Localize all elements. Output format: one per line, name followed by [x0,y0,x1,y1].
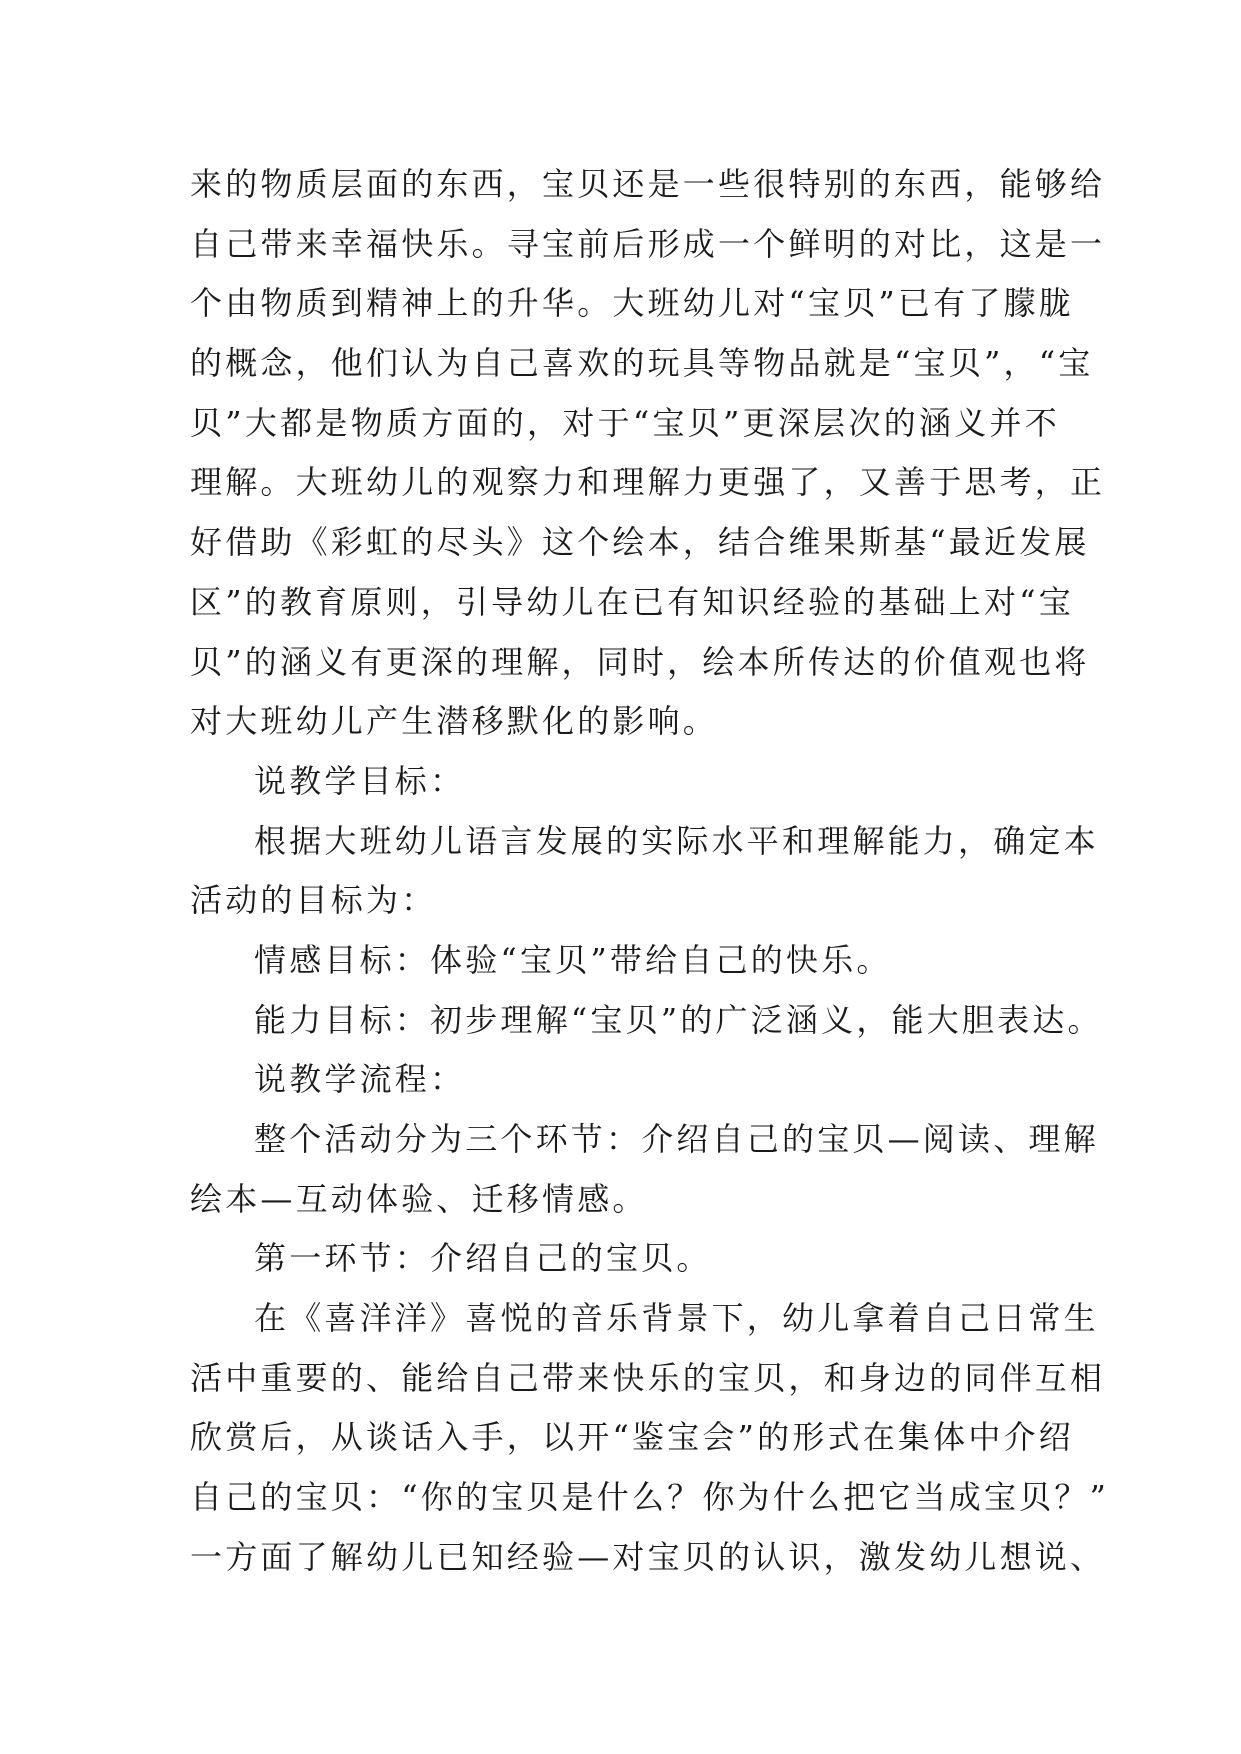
text-line: 整个活动分为三个环节：介绍自己的宝贝—阅读、理解 [254,1120,1099,1158]
text-line: 好借助《彩虹的尽头》这个绘本，结合维果斯基“最近发展 [190,523,1090,562]
section-heading: 第一环节：介绍自己的宝贝。 [254,1239,712,1278]
text-line: 情感目标：体验“宝贝”带给自己的快乐。 [254,940,892,979]
text-line: 贝”的涵义有更深的理解，同时，绘本所传达的价值观也将 [190,642,1090,681]
text-line: 绘本—互动体验、迁移情感。 [190,1179,648,1218]
text-line: 一方面了解幼儿已知经验—对宝贝的认识，激发幼儿想说、 [190,1537,1106,1576]
text-line: 来的物质层面的东西，宝贝还是一些很特别的东西，能够给 [190,165,1106,203]
text-line: 根据大班幼儿语言发展的实际水平和理解能力，确定本 [254,821,1099,860]
text-line: 在《喜洋洋》喜悦的音乐背景下，幼儿拿着自己日常生 [254,1299,1099,1338]
section-heading: 说教学流程： [254,1060,466,1099]
text-line: 欣赏后，从谈话入手，以开“鉴宝会”的形式在集体中介绍 [190,1418,1074,1457]
text-line: 自己带来幸福快乐。寻宝前后形成一个鲜明的对比，这是一 [190,224,1106,263]
text-line: 个由物质到精神上的升华。大班幼儿对“宝贝”已有了朦胧 [190,284,1074,323]
text-line: 自己的宝贝：“你的宝贝是什么？你为什么把它当成宝贝？” [190,1478,1110,1517]
text-line: 对大班幼儿产生潜移默化的影响。 [190,702,719,741]
text-line: 能力目标：初步理解“宝贝”的广泛涵义，能大胆表达。 [254,1000,1103,1039]
document-body [190,155,1110,1588]
text-line: 区”的教育原则，引导幼儿在已有知识经验的基础上对“宝 [190,582,1074,621]
text-line: 理解。大班幼儿的观察力和理解力更强了，又善于思考，正 [190,463,1106,502]
section-heading: 说教学目标： [254,761,466,800]
text-line: 活中重要的、能给自己带来快乐的宝贝，和身边的同伴互相 [190,1358,1106,1397]
text-line: 贝”大都是物质方面的，对于“宝贝”更深层次的涵义并不 [190,403,1060,442]
text-line: 活动的目标为： [190,881,437,920]
text-line: 的概念，他们认为自己喜欢的玩具等物品就是“宝贝”，“宝 [190,344,1094,383]
